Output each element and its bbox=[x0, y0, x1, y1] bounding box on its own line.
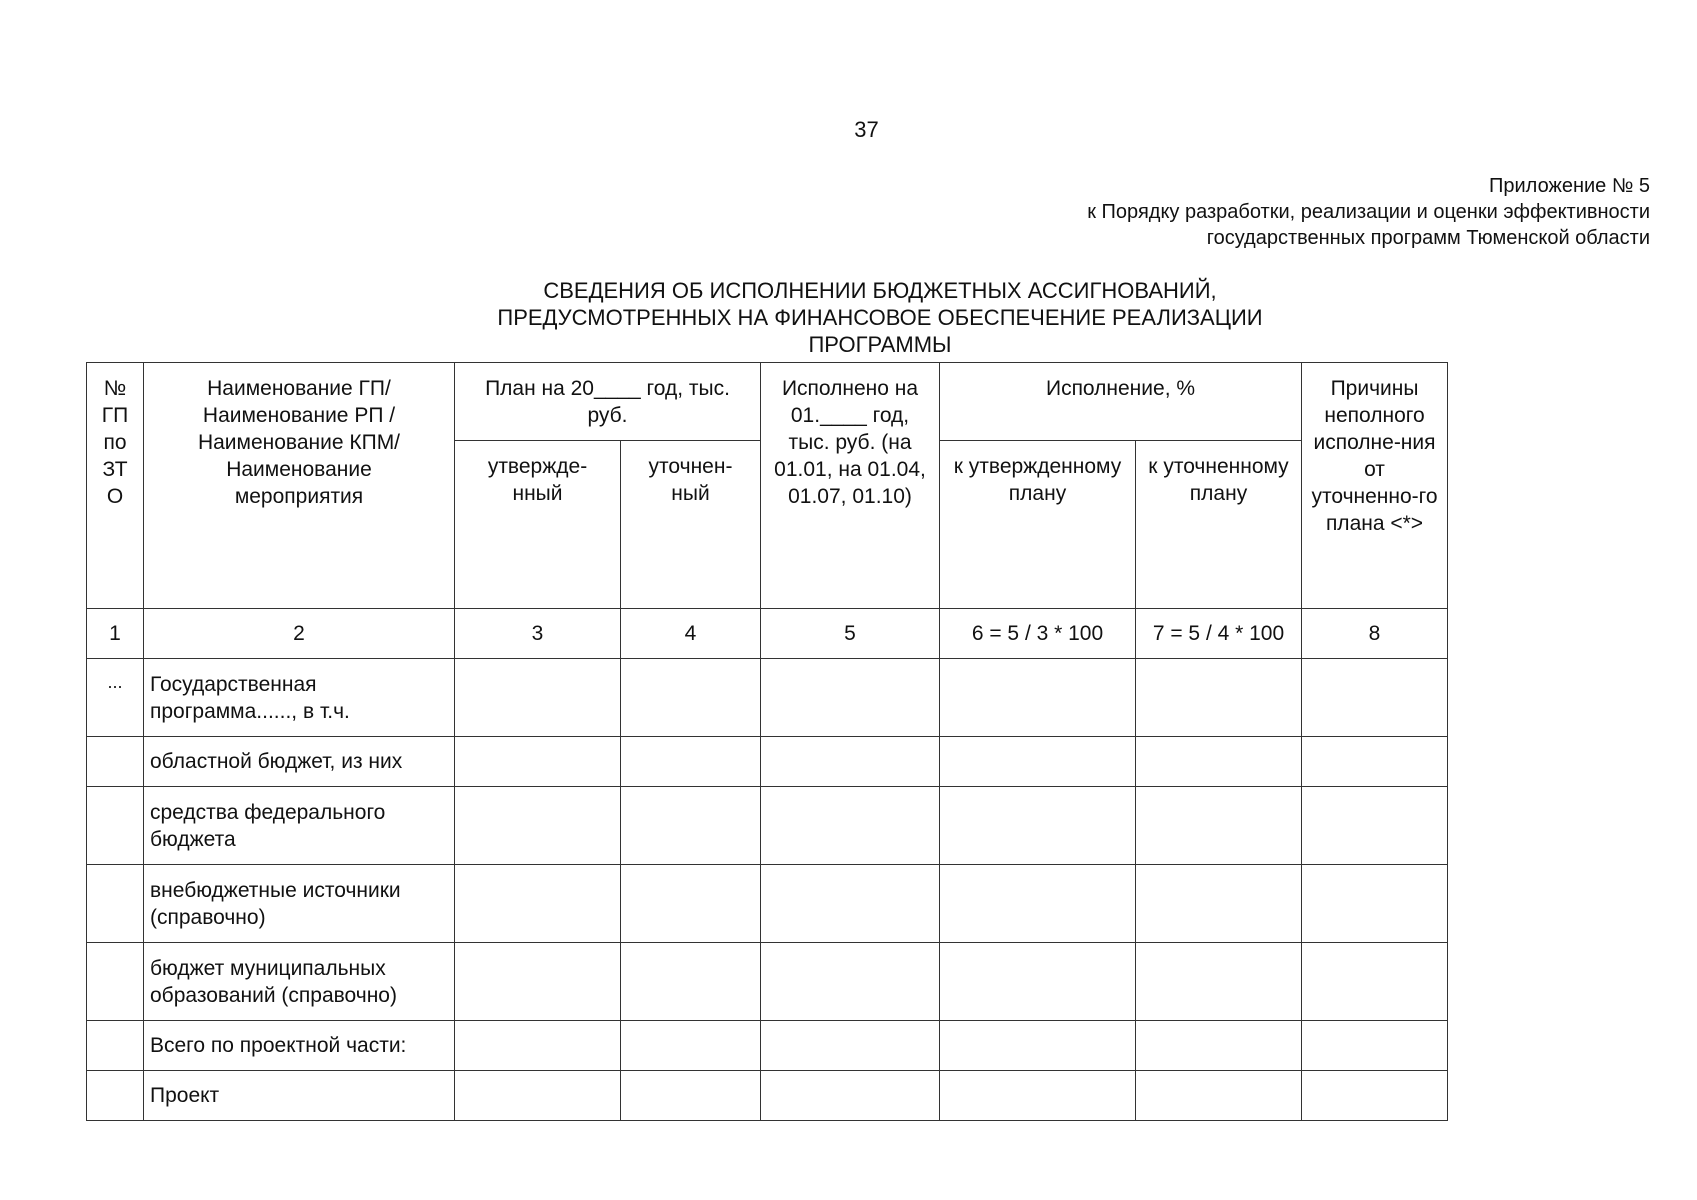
row-number bbox=[87, 1071, 144, 1121]
column-number-3: 3 bbox=[455, 609, 621, 659]
title-line-1: СВЕДЕНИЯ ОБ ИСПОЛНЕНИИ БЮДЖЕТНЫХ АССИГНОВАНИЙ, bbox=[543, 278, 1217, 303]
table-cell bbox=[940, 787, 1136, 865]
table-cell bbox=[1136, 787, 1302, 865]
table-cell bbox=[761, 787, 940, 865]
table-cell bbox=[455, 737, 621, 787]
row-name: областной бюджет, из них bbox=[144, 737, 455, 787]
table-cell bbox=[1136, 865, 1302, 943]
header-executed: Исполнено на 01.____ год, тыс. руб. (на 01.01, на 01.04, 01.07, 01.10) bbox=[761, 363, 940, 609]
row-number: ... bbox=[87, 659, 144, 737]
header-plan-refined: уточнен-ный bbox=[621, 441, 761, 609]
table-cell bbox=[621, 865, 761, 943]
appendix-note bbox=[1087, 173, 1650, 251]
header-exec-to-refined: к уточненному плану bbox=[1136, 441, 1302, 609]
table-cell bbox=[1136, 659, 1302, 737]
row-name: Государственная программа......, в т.ч. bbox=[144, 659, 455, 737]
appendix-line-1: Приложение № 5 bbox=[1489, 175, 1650, 197]
table-row bbox=[87, 865, 1448, 943]
table-cell bbox=[1302, 1071, 1448, 1121]
header-gp-number: № ГП по ЗТО bbox=[87, 363, 144, 609]
table-cell bbox=[455, 865, 621, 943]
header-name: Наименование ГП/ Наименование РП / Наименование КПМ/ Наименование мероприятия bbox=[144, 363, 455, 609]
table-cell bbox=[1136, 1071, 1302, 1121]
column-number-6: 6 = 5 / 3 * 100 bbox=[940, 609, 1136, 659]
table-cell bbox=[621, 1071, 761, 1121]
table-cell bbox=[1302, 865, 1448, 943]
table-cell bbox=[455, 787, 621, 865]
table-cell bbox=[1302, 1021, 1448, 1071]
table-cell bbox=[761, 737, 940, 787]
table-cell bbox=[940, 737, 1136, 787]
row-name: Всего по проектной части: bbox=[144, 1021, 455, 1071]
table-cell bbox=[621, 737, 761, 787]
table-cell bbox=[761, 1071, 940, 1121]
appendix-line-2: к Порядку разработки, реализации и оценки эффективности bbox=[1087, 201, 1650, 223]
budget-execution-table bbox=[86, 362, 1448, 1121]
column-number-5: 5 bbox=[761, 609, 940, 659]
table-cell bbox=[940, 865, 1136, 943]
row-name: бюджет муниципальных образований (справочно) bbox=[144, 943, 455, 1021]
header-plan-group: План на 20____ год, тыс. руб. bbox=[455, 363, 761, 441]
header-reasons: Причины неполного исполне-ния от уточненно-го плана <*> bbox=[1302, 363, 1448, 609]
table-cell bbox=[761, 865, 940, 943]
row-number bbox=[87, 865, 144, 943]
table-cell bbox=[455, 659, 621, 737]
table-cell bbox=[621, 943, 761, 1021]
row-number bbox=[87, 1021, 144, 1071]
column-number-8: 8 bbox=[1302, 609, 1448, 659]
title-line-3: ПРОГРАММЫ bbox=[808, 332, 952, 357]
table-cell bbox=[940, 943, 1136, 1021]
table-cell bbox=[1136, 737, 1302, 787]
table-cell bbox=[455, 1071, 621, 1121]
row-number bbox=[87, 787, 144, 865]
row-name: внебюджетные источники (справочно) bbox=[144, 865, 455, 943]
table-cell bbox=[455, 943, 621, 1021]
table-cell bbox=[621, 1021, 761, 1071]
table-cell bbox=[761, 943, 940, 1021]
table-row bbox=[87, 1071, 1448, 1121]
header-exec-to-approved: к утвержденному плану bbox=[940, 441, 1136, 609]
table-cell bbox=[940, 1071, 1136, 1121]
table-cell bbox=[761, 1021, 940, 1071]
table-row bbox=[87, 737, 1448, 787]
table-row bbox=[87, 787, 1448, 865]
table-cell bbox=[1302, 737, 1448, 787]
row-name: средства федерального бюджета bbox=[144, 787, 455, 865]
header-plan-approved: утвержде-нный bbox=[455, 441, 621, 609]
table-cell bbox=[621, 659, 761, 737]
table-cell bbox=[940, 1021, 1136, 1071]
table-cell bbox=[761, 659, 940, 737]
column-number-7: 7 = 5 / 4 * 100 bbox=[1136, 609, 1302, 659]
table-row bbox=[87, 659, 1448, 737]
table-cell bbox=[621, 787, 761, 865]
table-row bbox=[87, 1021, 1448, 1071]
table-cell bbox=[940, 659, 1136, 737]
page-number: 37 bbox=[854, 117, 879, 142]
column-number-1: 1 bbox=[87, 609, 144, 659]
column-number-2: 2 bbox=[144, 609, 455, 659]
column-number-4: 4 bbox=[621, 609, 761, 659]
table-cell bbox=[1136, 1021, 1302, 1071]
table-cell bbox=[455, 1021, 621, 1071]
title-line-2: ПРЕДУСМОТРЕННЫХ НА ФИНАНСОВОЕ ОБЕСПЕЧЕНИЕ РЕАЛИЗАЦИИ bbox=[497, 305, 1263, 330]
document-title bbox=[380, 277, 1380, 358]
table-cell bbox=[1302, 787, 1448, 865]
table-cell bbox=[1302, 943, 1448, 1021]
row-number bbox=[87, 737, 144, 787]
row-number bbox=[87, 943, 144, 1021]
table-cell bbox=[1302, 659, 1448, 737]
table-cell bbox=[1136, 943, 1302, 1021]
header-execution-percent: Исполнение, % bbox=[940, 363, 1302, 441]
table-row bbox=[87, 943, 1448, 1021]
appendix-line-3: государственных программ Тюменской области bbox=[1206, 227, 1650, 249]
row-name: Проект bbox=[144, 1071, 455, 1121]
